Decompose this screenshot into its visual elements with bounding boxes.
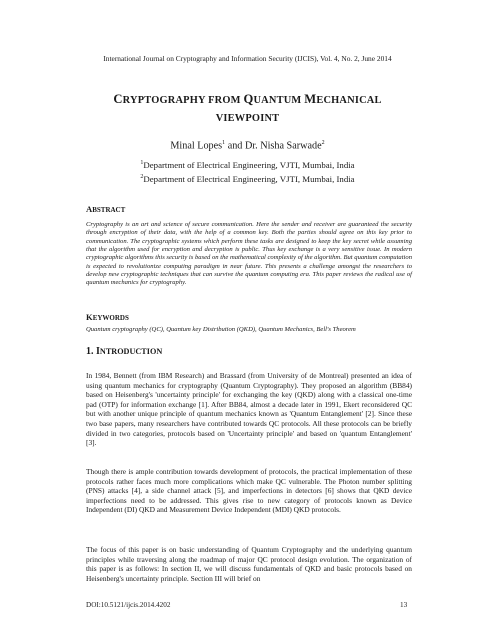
footer-doi: DOI:10.5121/ijcis.2014.4202 [86,601,171,609]
title-cap-q: Q [243,92,254,106]
author-2: and Dr. Nisha Sarwade [225,140,322,152]
introduction-heading-cap: I [96,346,100,357]
intro-paragraph-1: In 1984, Bennett (from IBM Research) and Brassard (from University of de Montreal) presented an idea of using quantum mechanics for cryptography (Quantum Cryptography). They proposed an algorithm (BB84) based on Heisenberg's 'uncertainty principle' for exchanging the key (QKD) along with a classical one-time pad (OTP) for information exchange [1]. After BB84, almost a decade later in 1991, Ekert reconsidered QC but with another unique principle of quantum mechanics known as 'Quantum Entanglement' [2]. Since these two base papers, many researchers have contributed towards QC protocols. All these protocols can be briefly divided in two categories, protocols based on 'Uncertainty principle' and based on 'quantum Entanglement' [3]. [86,371,412,448]
journal-header: International Journal on Cryptography and Information Security (IJCIS), Vol. 4, No. 2, June 2014 [103,54,392,63]
abstract-heading [86,204,125,214]
abstract-heading-rest: BSTRACT [92,206,126,214]
keywords-heading-cap: K [86,312,93,322]
keywords-body: Quantum cryptography (QC), Quantum key Distribution (QKD), Quantum Mechanics, Bell's Theorem [86,326,356,333]
title-rest-1: RYPTOGRAPHY FROM [122,95,244,106]
author-1: Minal Lopes [170,140,223,152]
author-2-sup: 2 [321,140,325,146]
keywords-heading-rest: EYWORDS [92,314,129,322]
title-cap-m: M [304,92,317,106]
affiliation-2-text: Department of Electrical Engineering, VJTI, Mumbai, India [143,173,355,184]
affiliations [0,157,495,185]
title-line-2: VIEWPOINT [215,113,280,124]
introduction-number: 1. [86,346,96,357]
affiliation-1-sup: 1 [140,160,144,166]
affiliation-1 [0,157,495,171]
paper-title [60,90,435,128]
introduction-heading [86,346,162,357]
author-1-sup: 1 [222,140,226,146]
footer-page-number: 13 [400,601,408,609]
abstract-heading-cap: A [86,204,93,214]
title-rest-3: ECHANICAL [316,95,382,106]
affiliation-2 [0,171,495,185]
intro-paragraph-2: Though there is ample contribution towards development of protocols, the practical implementation of these protocols rather faces much more complications which make QC vulnerable. The Photon number splitting (PNS) attacks [4], a side channel attack [5], and imperfections in detectors [6] shows that QKD device imperfections need to be addressed. This gives rise to new category of protocols known as Device Independent (DI) QKD and Measurement Device Independent (MDI) QKD protocols. [86,467,412,515]
title-rest-2: UANTUM [253,95,305,106]
authors [0,140,495,151]
title-cap-c: C [113,92,123,106]
affiliation-1-text: Department of Electrical Engineering, VJTI, Mumbai, India [143,159,355,170]
introduction-heading-rest: NTRODUCTION [99,347,163,356]
affiliation-2-sup: 2 [140,173,144,180]
keywords-heading [86,312,129,322]
intro-paragraph-3: The focus of this paper is on basic understanding of Quantum Cryptography and the underlying quantum principles while traversing along the roadmap of major QC protocol design evolution. The organization of this paper is as follows: In section II, we will discuss fundamentals of QKD and basic protocols based on Heisenberg's uncertainty principle. Section III will brief on [86,545,412,583]
abstract-body: Cryptography is an art and science of secure communication. Here the sender and receiver are guaranteed the security through encryption of their data, with the help of a common key. Both the parties should agree on this key prior to communication. The cryptographic systems which perform these tasks are designed to keep the key secret while assuming that the algorithm used for encryption and decryption is public. Thus key exchange is a very sensitive issue. In modern cryptographic algorithms this security is based on the mathematical complexity of the algorithm. But quantum computation is expected to revolutionize computing paradigm in near future. This presents a challenge amongst the researchers to develop new cryptographic techniques that can survive the quantum computing era. This paper reviews the radical use of quantum mechanics for cryptography. [86,221,412,287]
title-line-1 [60,90,435,110]
